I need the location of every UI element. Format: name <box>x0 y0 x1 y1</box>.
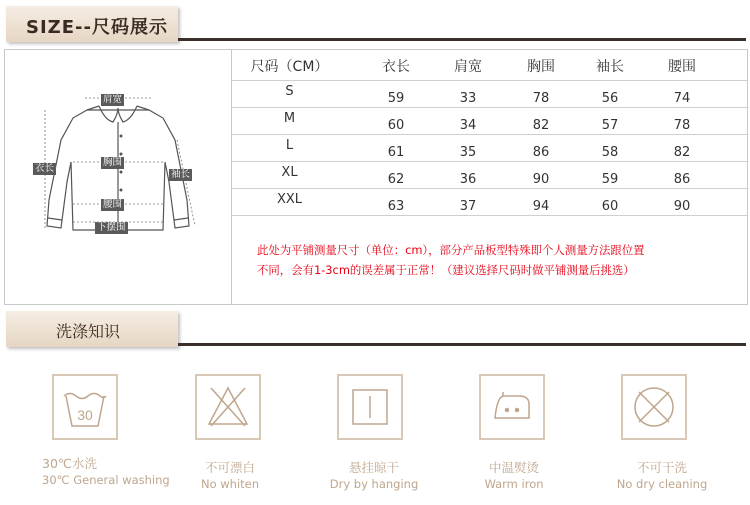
table-row <box>232 135 747 162</box>
size-cell: L <box>285 138 294 153</box>
bleach-caption-en: No whiten <box>200 477 260 491</box>
iron-medium-icon <box>479 374 545 440</box>
value-cell: 33 <box>459 91 477 106</box>
size-cell: S <box>285 84 294 99</box>
no-dry-clean-icon <box>621 374 687 440</box>
wash-header-rule <box>178 343 746 346</box>
header-size: 尺码（CM） <box>250 59 329 75</box>
value-cell: 63 <box>387 199 405 214</box>
value-cell: 82 <box>532 118 550 133</box>
value-cell: 90 <box>673 199 691 214</box>
value-cell: 82 <box>673 145 691 160</box>
table-row <box>232 81 747 108</box>
header-length: 衣长 <box>382 59 410 75</box>
value-cell: 60 <box>601 199 619 214</box>
value-cell: 74 <box>673 91 691 106</box>
table-row <box>232 162 747 189</box>
iron-caption <box>444 460 584 492</box>
bleach-caption-cn: 不可漂白 <box>204 460 255 475</box>
dryclean-caption-cn: 不可干洗 <box>636 460 687 475</box>
value-cell: 37 <box>459 199 477 214</box>
value-cell: 86 <box>532 145 550 160</box>
value-cell: 58 <box>601 145 619 160</box>
note-line-1: 此处为平铺测量尺寸（单位：cm），部分产品板型特殊即个人测量方法跟位置 <box>257 243 645 257</box>
wash-temp-text: 30 <box>77 407 93 423</box>
value-cell: 59 <box>387 91 405 106</box>
wash-header-tab <box>6 311 178 347</box>
dryclean-caption-en: No dry cleaning <box>616 477 708 491</box>
hang-caption-cn: 悬挂晾干 <box>348 460 399 475</box>
label-hem: 下摆围 <box>97 222 126 233</box>
wash-30-icon <box>52 374 118 440</box>
wash-section-title: 洗涤知识 <box>56 322 121 341</box>
value-cell: 61 <box>387 145 405 160</box>
value-cell: 78 <box>673 118 691 133</box>
shirt-outline-icon <box>5 50 231 304</box>
no-bleach-icon <box>195 374 261 440</box>
label-waist: 腰围 <box>103 199 123 210</box>
size-table-header <box>232 50 747 81</box>
wash-caption-en: 30℃ General washing <box>42 473 170 487</box>
wash-caption-cn: 30℃水洗 <box>42 456 97 471</box>
hang-caption <box>304 460 444 492</box>
value-cell: 57 <box>601 118 619 133</box>
value-cell: 94 <box>532 199 550 214</box>
value-cell: 56 <box>601 91 619 106</box>
header-chest: 胸围 <box>527 59 555 75</box>
value-cell: 86 <box>673 172 691 187</box>
size-header-tab <box>6 6 178 42</box>
label-shoulder: 肩宽 <box>103 94 123 105</box>
table-row <box>232 189 747 216</box>
value-cell: 59 <box>601 172 619 187</box>
value-cell: 78 <box>532 91 550 106</box>
label-chest: 胸围 <box>103 157 123 168</box>
size-section-title: SIZE--尺码展示 <box>26 17 168 38</box>
value-cell: 35 <box>459 145 477 160</box>
size-cell: XL <box>281 165 298 180</box>
size-header-rule <box>178 38 746 41</box>
measurement-note <box>257 240 727 280</box>
size-cell: M <box>283 111 296 126</box>
dryclean-caption <box>592 460 732 492</box>
hang-dry-icon <box>337 374 403 440</box>
table-row <box>232 108 747 135</box>
iron-caption-cn: 中温熨烫 <box>488 460 539 475</box>
value-cell: 34 <box>459 118 477 133</box>
size-table <box>232 50 747 216</box>
label-sleeve: 袖长 <box>171 169 191 180</box>
value-cell: 36 <box>459 172 477 187</box>
size-cell: XXL <box>276 192 303 207</box>
label-length: 衣长 <box>35 163 55 174</box>
value-cell: 60 <box>387 118 405 133</box>
header-shoulder: 肩宽 <box>454 59 482 75</box>
header-waist: 腰围 <box>668 59 696 75</box>
size-section-header <box>0 6 750 46</box>
garment-diagram <box>5 50 232 304</box>
bleach-caption <box>160 460 300 492</box>
note-line-2: 不同，会有1-3cm的误差属于正常！（建议选择尺码时做平铺测量后挑选） <box>257 263 635 277</box>
iron-caption-en: Warm iron <box>484 477 544 491</box>
header-sleeve: 袖长 <box>596 59 624 75</box>
value-cell: 62 <box>387 172 405 187</box>
value-cell: 90 <box>532 172 550 187</box>
hang-caption-en: Dry by hanging <box>329 477 419 491</box>
wash-section-header <box>0 311 750 351</box>
